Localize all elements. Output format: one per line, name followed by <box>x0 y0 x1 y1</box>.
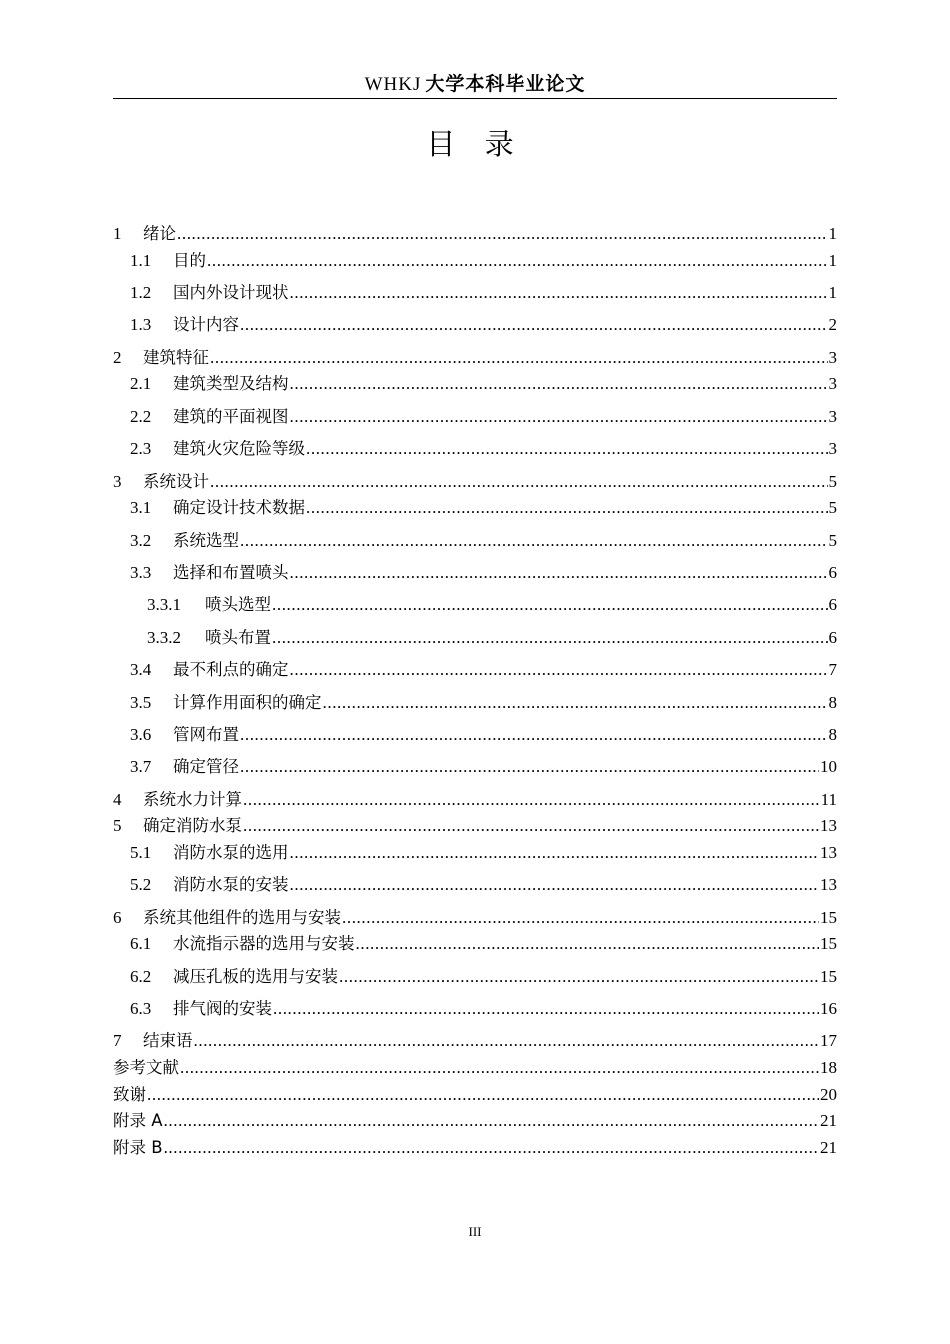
toc-entry-page: 3 <box>828 348 837 367</box>
toc-entry[interactable] <box>113 966 837 988</box>
toc-entry[interactable] <box>113 907 837 929</box>
toc-dot-leader <box>272 594 828 616</box>
toc-entry-label: 系统选型 <box>173 531 239 550</box>
toc-entry[interactable] <box>113 406 837 428</box>
toc-entry-page: 1 <box>828 224 837 243</box>
toc-entry-number: 2.1 <box>130 374 152 393</box>
toc-entry-number: 3 <box>113 472 122 491</box>
toc-dot-leader <box>290 562 828 584</box>
toc-entry-label: 水流指示器的选用与安装 <box>173 934 355 953</box>
page-number: III <box>468 1224 482 1239</box>
toc-dot-leader <box>210 347 828 369</box>
toc-entry-label: 国内外设计现状 <box>173 283 289 302</box>
toc-dot-leader <box>180 1057 819 1079</box>
toc-entry[interactable] <box>113 250 837 272</box>
toc-dot-leader <box>243 815 819 837</box>
toc-entry-number: 1 <box>113 224 122 243</box>
toc-title: 目 录 <box>426 127 524 161</box>
toc-entry[interactable] <box>113 998 837 1020</box>
toc-entry-page: 1 <box>828 283 837 302</box>
toc-entry-page: 18 <box>820 1058 837 1077</box>
toc-entry[interactable] <box>113 692 837 714</box>
toc-entry-number: 6.2 <box>130 967 152 986</box>
toc-entry-page: 3 <box>828 374 837 393</box>
toc-entry[interactable] <box>113 933 837 955</box>
toc-entry-label: 系统水力计算 <box>143 790 242 809</box>
toc-entry-page: 13 <box>820 843 837 862</box>
toc-entry-label: 确定消防水泵 <box>143 816 242 835</box>
toc-entry-label: 选择和布置喷头 <box>173 563 289 582</box>
toc-entry-page: 5 <box>828 531 837 550</box>
toc-entry-number: 1.2 <box>130 283 152 302</box>
toc-entry[interactable] <box>113 347 837 369</box>
toc-entry-label: 最不利点的确定 <box>173 660 289 679</box>
toc-entry-page: 21 <box>820 1138 837 1157</box>
toc-entry-page: 16 <box>820 999 837 1018</box>
toc-entry-label: 参考文献 <box>113 1058 179 1077</box>
toc-entry-number: 3.1 <box>130 498 152 517</box>
toc-dot-leader <box>147 1084 819 1106</box>
toc-dot-leader <box>240 314 828 336</box>
toc-entry-page: 15 <box>820 934 837 953</box>
toc-entry-number: 3.7 <box>130 757 152 776</box>
toc-dot-leader <box>323 692 828 714</box>
toc-entry-number: 7 <box>113 1031 122 1050</box>
toc-entry-label: 确定管径 <box>173 757 239 776</box>
toc-entry[interactable] <box>113 1110 837 1132</box>
toc-entry[interactable] <box>113 282 837 304</box>
toc-dot-leader <box>240 724 828 746</box>
toc-entry-label: 附录 B <box>113 1138 163 1157</box>
toc-dot-leader <box>356 933 820 955</box>
toc-entry-number: 5 <box>113 816 122 835</box>
toc-entry-label: 建筑特征 <box>143 348 209 367</box>
toc-entry-label: 目的 <box>173 251 206 270</box>
toc-entry-number: 3.2 <box>130 531 152 550</box>
toc-entry[interactable] <box>113 874 837 896</box>
toc-entry[interactable] <box>113 438 837 460</box>
toc-dot-leader <box>164 1110 819 1132</box>
toc-entry-number: 2.2 <box>130 407 152 426</box>
toc-entry-page: 8 <box>828 725 837 744</box>
toc-entry-page: 3 <box>828 407 837 426</box>
toc-entry-label: 建筑的平面视图 <box>173 407 289 426</box>
toc-entry-page: 5 <box>828 472 837 491</box>
toc-dot-leader <box>306 438 828 460</box>
toc-entry-label: 计算作用面积的确定 <box>173 693 322 712</box>
toc-entry[interactable] <box>113 842 837 864</box>
toc-dot-leader <box>272 627 828 649</box>
toc-entry-number: 3.4 <box>130 660 152 679</box>
toc-entry[interactable] <box>113 471 837 493</box>
toc-entry-page: 21 <box>820 1111 837 1130</box>
toc-entry-label: 致谢 <box>113 1085 146 1104</box>
toc-entry-label: 设计内容 <box>173 315 239 334</box>
toc-entry-page: 7 <box>828 660 837 679</box>
toc-entry-label: 管网布置 <box>173 725 239 744</box>
header-latin: WHKJ <box>364 74 422 95</box>
toc-dot-leader <box>290 282 828 304</box>
toc-dot-leader <box>290 373 828 395</box>
toc-entry-number: 3.5 <box>130 693 152 712</box>
toc-entry-label: 结束语 <box>143 1031 193 1050</box>
toc-dot-leader <box>290 842 820 864</box>
toc-entry-label: 消防水泵的安装 <box>173 875 289 894</box>
toc-entry-number: 1.1 <box>130 251 152 270</box>
toc-entry-number: 1.3 <box>130 315 152 334</box>
toc-entry-label: 喷头布置 <box>205 628 271 647</box>
toc-entry-number: 2.3 <box>130 439 152 458</box>
toc-entry[interactable] <box>113 1137 837 1159</box>
toc-dot-leader <box>339 966 819 988</box>
toc-dot-leader <box>240 756 819 778</box>
toc-entry-number: 6.1 <box>130 934 152 953</box>
toc-entry-number: 3.3.1 <box>147 595 181 614</box>
toc-entry-page: 20 <box>820 1085 837 1104</box>
toc-entry-number: 2 <box>113 348 122 367</box>
toc-entry[interactable] <box>113 1030 837 1052</box>
toc-entry[interactable] <box>113 373 837 395</box>
toc-entry-page: 17 <box>820 1031 837 1050</box>
toc-entry[interactable] <box>113 1057 837 1079</box>
toc-entry[interactable] <box>113 562 837 584</box>
toc-entry-number: 3.3.2 <box>147 628 181 647</box>
toc-entry-page: 13 <box>820 875 837 894</box>
toc-entry-label: 建筑火灾危险等级 <box>173 439 305 458</box>
toc-entry-page: 3 <box>828 439 837 458</box>
toc-entry-page: 6 <box>828 595 837 614</box>
toc-entry-label: 排气阀的安装 <box>173 999 272 1018</box>
toc-entry[interactable] <box>113 815 837 837</box>
toc-entry-label: 系统其他组件的选用与安装 <box>143 908 341 927</box>
toc-entry[interactable] <box>113 724 837 746</box>
toc-dot-leader <box>342 907 819 929</box>
toc-entry-page: 15 <box>820 908 837 927</box>
toc-dot-leader <box>243 789 820 811</box>
toc-dot-leader <box>194 1030 820 1052</box>
toc-entry-number: 4 <box>113 790 122 809</box>
toc-dot-leader <box>210 471 828 493</box>
toc-entry-page: 10 <box>820 757 837 776</box>
toc-dot-leader <box>240 530 828 552</box>
toc-dot-leader <box>290 659 828 681</box>
toc-entry-number: 3.6 <box>130 725 152 744</box>
header-text: 大学本科毕业论文 <box>425 73 586 95</box>
toc-entry-page: 6 <box>828 628 837 647</box>
toc-entry-page: 15 <box>820 967 837 986</box>
toc-entry[interactable] <box>113 497 837 519</box>
toc-entry-number: 6 <box>113 908 122 927</box>
toc-entry[interactable] <box>113 756 837 778</box>
page-header <box>113 70 837 99</box>
toc-dot-leader <box>164 1137 819 1159</box>
toc-dot-leader <box>207 250 828 272</box>
toc-entry-label: 减压孔板的选用与安装 <box>173 967 338 986</box>
toc-entry-page: 8 <box>828 693 837 712</box>
toc-entry[interactable] <box>113 627 837 649</box>
toc-entry-page: 1 <box>828 251 837 270</box>
toc-entry-label: 确定设计技术数据 <box>173 498 305 517</box>
toc-entry[interactable] <box>113 314 837 336</box>
toc-entry-label: 消防水泵的选用 <box>173 843 289 862</box>
toc-entry-number: 6.3 <box>130 999 152 1018</box>
toc-dot-leader <box>290 874 820 896</box>
toc-entry-label: 绪论 <box>143 224 176 243</box>
toc-entry[interactable] <box>113 223 837 245</box>
toc-entry-number: 5.2 <box>130 875 152 894</box>
toc-entry[interactable] <box>113 594 837 616</box>
toc-entry-label: 系统设计 <box>143 472 209 491</box>
toc-dot-leader <box>177 223 828 245</box>
toc-entry[interactable] <box>113 659 837 681</box>
toc-entry-label: 附录 A <box>113 1111 163 1130</box>
toc-entry[interactable] <box>113 789 837 811</box>
toc-entry[interactable] <box>113 1084 837 1106</box>
toc-entry-label: 建筑类型及结构 <box>173 374 289 393</box>
toc-entry-page: 2 <box>828 315 837 334</box>
toc-entry-label: 喷头选型 <box>205 595 271 614</box>
toc-entry-page: 6 <box>828 563 837 582</box>
toc-entry-page: 11 <box>820 790 837 809</box>
toc-dot-leader <box>306 497 828 519</box>
toc-dot-leader <box>290 406 828 428</box>
toc-entry-number: 5.1 <box>130 843 152 862</box>
toc-entry-number: 3.3 <box>130 563 152 582</box>
toc-dot-leader <box>273 998 819 1020</box>
toc-entry[interactable] <box>113 530 837 552</box>
toc-entry-page: 13 <box>820 816 837 835</box>
toc-entry-page: 5 <box>828 498 837 517</box>
